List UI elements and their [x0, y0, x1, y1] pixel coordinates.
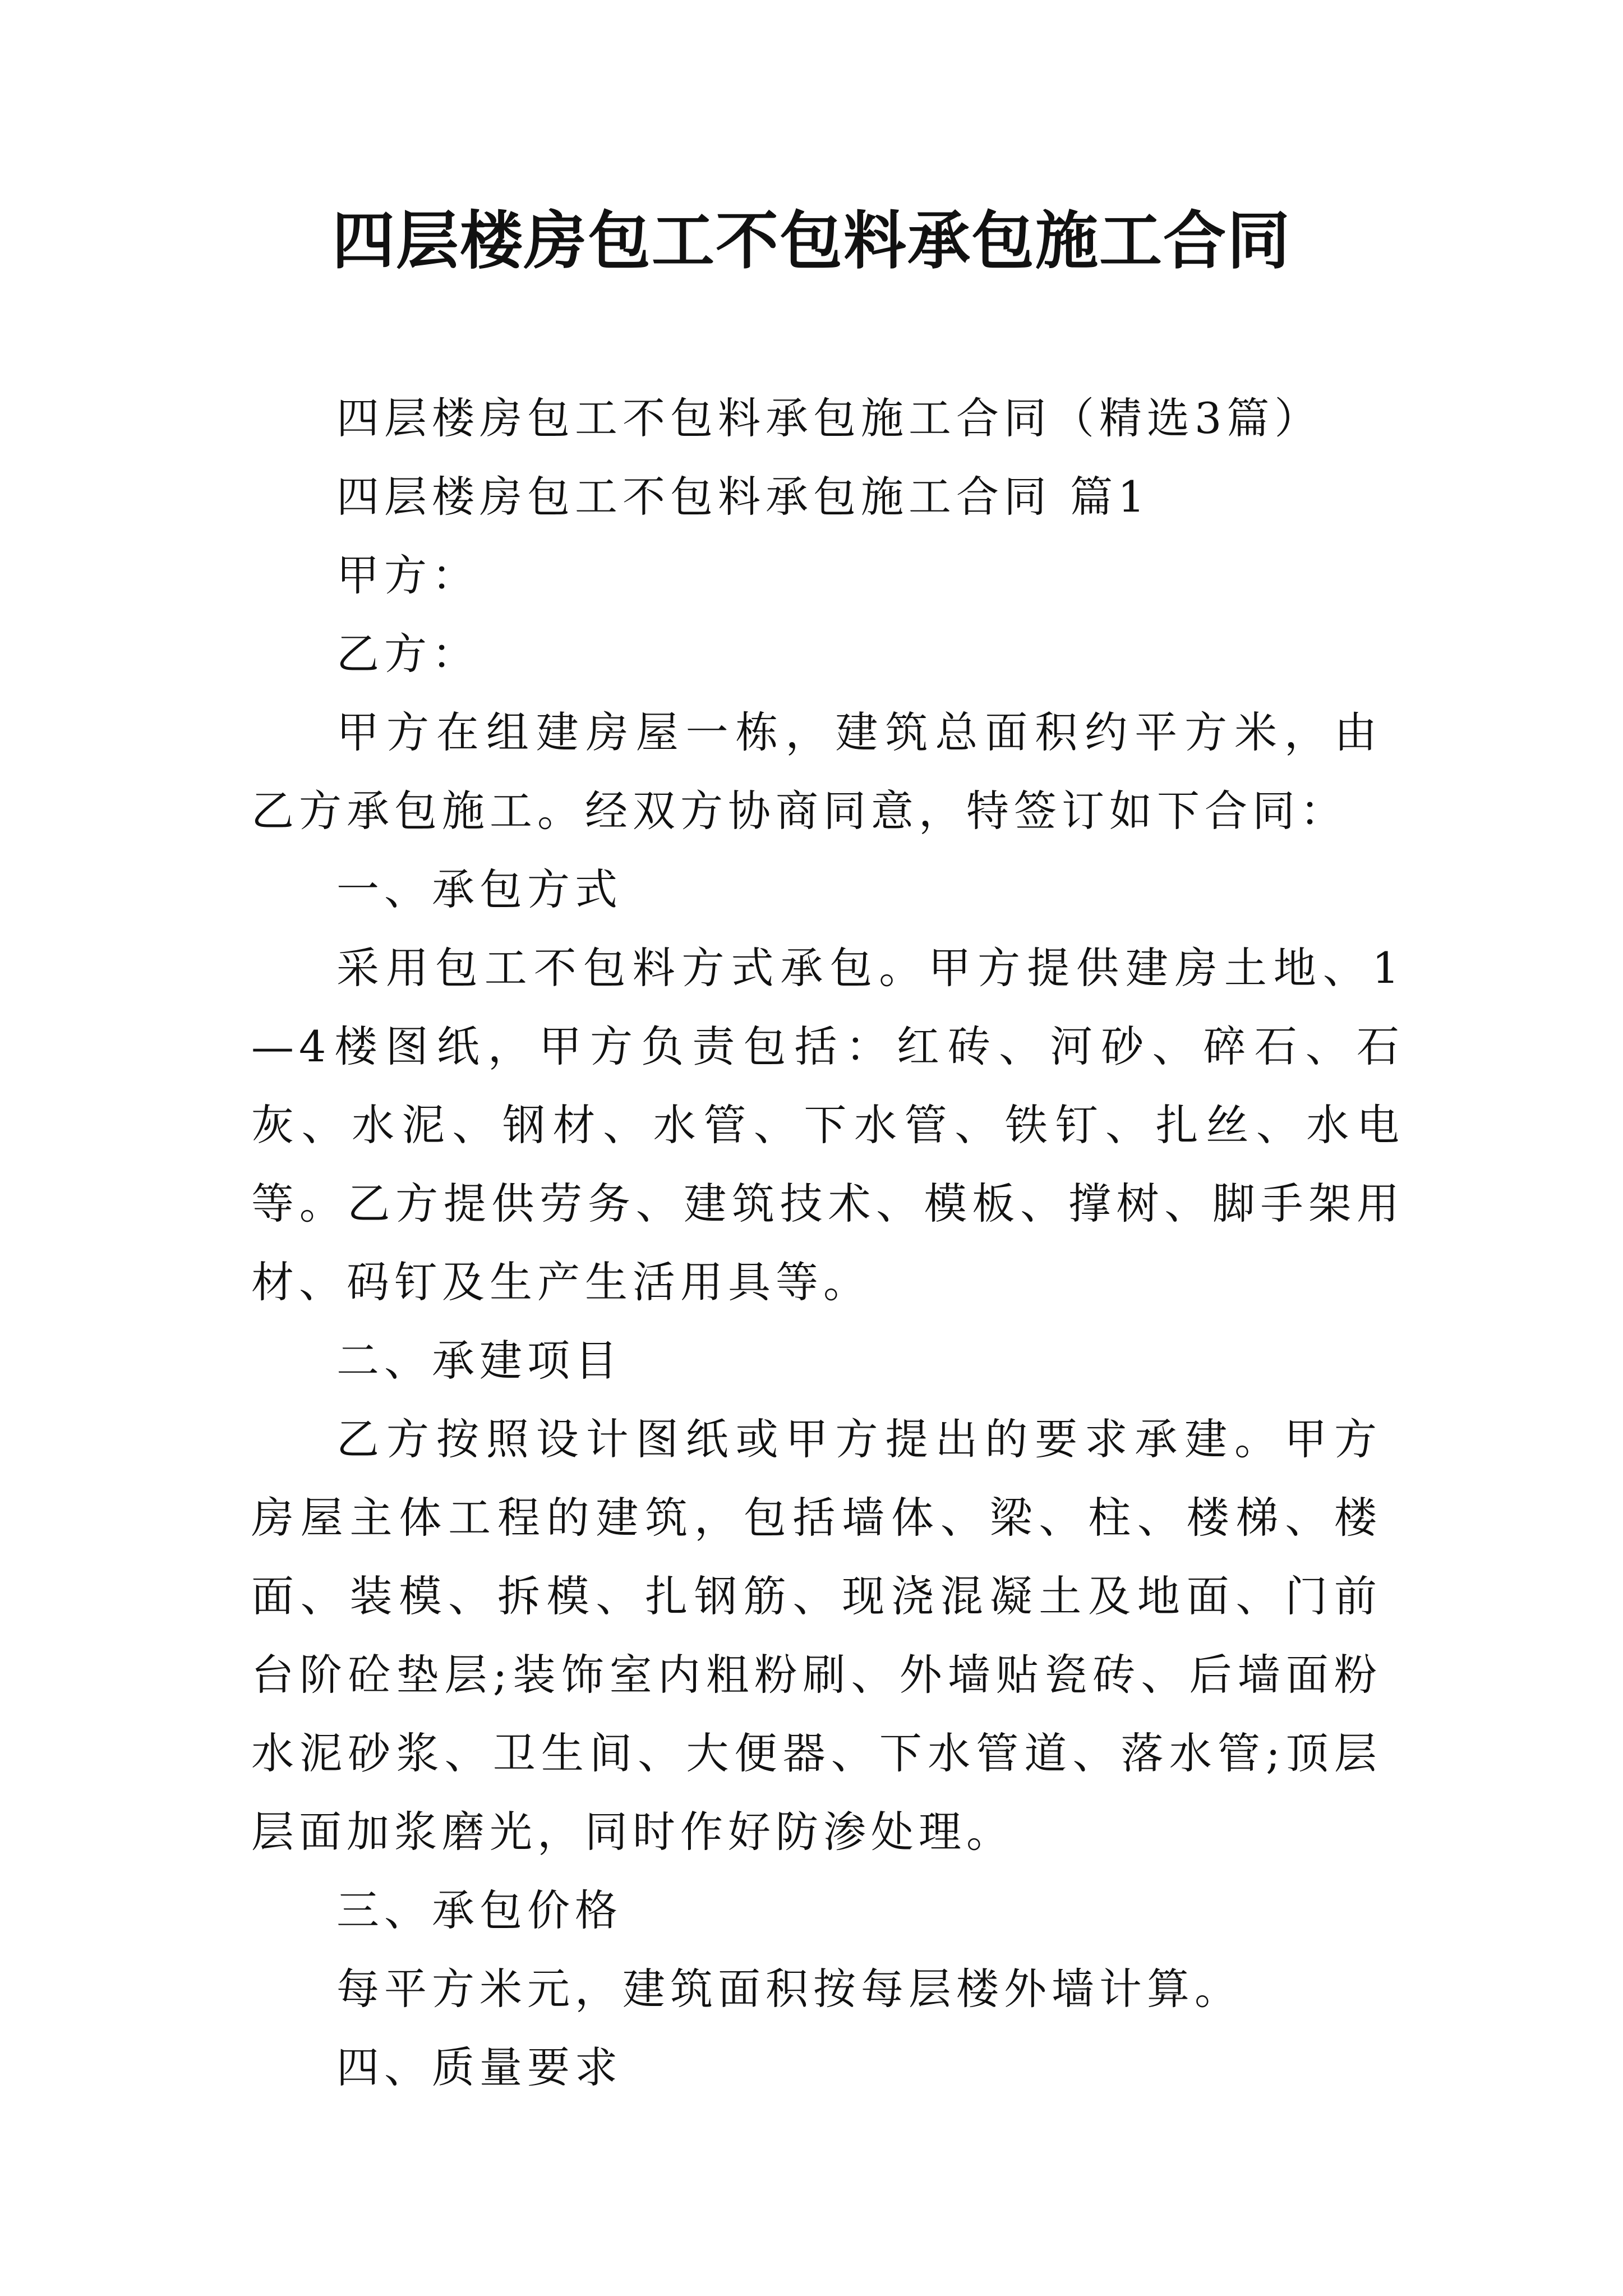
paragraph-contract-method: 采用包工不包料方式承包。甲方提供建房土地、1—4楼图纸，甲方负责包括：红砖、河砂、碎石、石灰、水泥、钢材、水管、下水管、铁钉、扎丝、水电等。乙方提供劳务、建筑技术、模板、撑树、脚手架用材、码钉及生产生活用具等。: [251, 943, 1404, 1307]
heading-contract-price: 三、承包价格: [336, 1885, 623, 1935]
heading-project-items: 二、承建项目: [336, 1336, 623, 1386]
heading-contract-method: 一、承包方式: [336, 864, 623, 914]
document-title: 四层楼房包工不包料承包施工合同: [332, 204, 1291, 278]
paragraph-party-b: 乙方：: [336, 629, 479, 679]
paragraph-party-a: 甲方：: [336, 550, 479, 600]
paragraph-section-heading: 四层楼房包工不包料承包施工合同 篇1: [336, 472, 1150, 522]
document-body: [251, 379, 1404, 2107]
paragraph-intro: 甲方在组建房屋一栋，建筑总面积约平方米，由乙方承包施工。经双方协商同意，特签订如下合同：: [251, 707, 1382, 836]
heading-quality-requirements: 四、质量要求: [336, 2042, 623, 2092]
paragraph-subtitle: 四层楼房包工不包料承包施工合同（精选3篇）: [336, 393, 1322, 443]
paragraph-contract-price: 每平方米元，建筑面积按每层楼外墙计算。: [336, 1964, 1242, 2014]
paragraph-project-items: 乙方按照设计图纸或甲方提出的要求承建。甲方房屋主体工程的建筑，包括墙体、梁、柱、楼梯、楼面、装模、拆模、扎钢筋、现浇混凝土及地面、门前台阶砼垫层;装饰室内粗粉刷、外墙贴瓷砖、后墙面粉水泥砂浆、卫生间、大便器、下水管道、落水管;顶层层面加浆磨光，同时作好防渗处理。: [251, 1414, 1382, 1857]
